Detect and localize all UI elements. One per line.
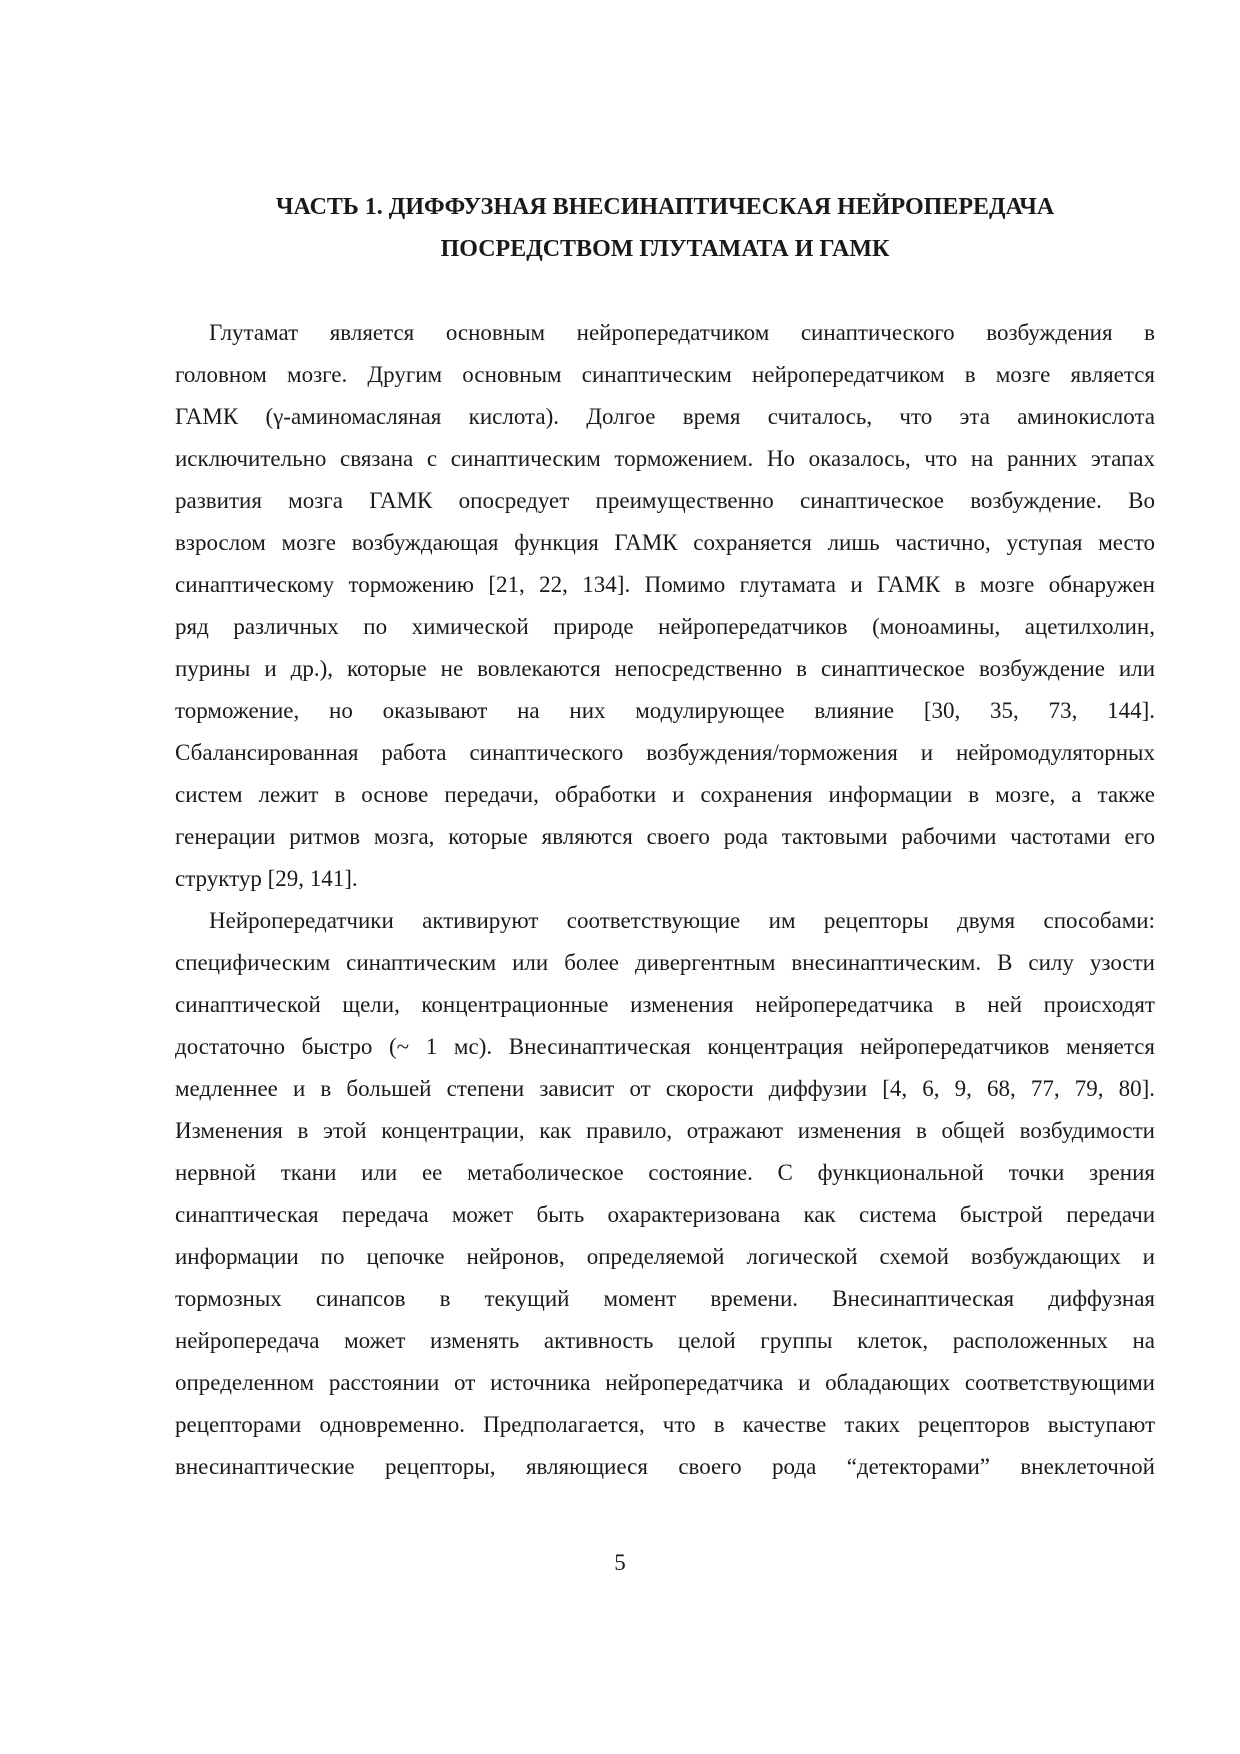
text-line: ГАМК (γ-аминомасляная кислота). Долгое время считалось, что эта аминокислота	[175, 404, 1155, 429]
text-line: достаточно быстро (~ 1 мс). Внесинаптическая концентрация нейропередатчиков меняется	[175, 1034, 1155, 1059]
body-text	[175, 312, 1155, 1488]
text-line: Сбалансированная работа синаптического возбуждения/торможения и нейромодуляторных	[175, 740, 1155, 765]
text-line: торможение, но оказывают на них модулирующее влияние [30, 35, 73, 144].	[175, 698, 1155, 723]
text-line: ряд различных по химической природе нейропередатчиков (моноамины, ацетилхолин,	[175, 614, 1155, 639]
text-line: информации по цепочке нейронов, определяемой логической схемой возбуждающих и	[175, 1244, 1155, 1269]
text-line: структур [29, 141].	[175, 866, 358, 891]
text-line: Глутамат является основным нейропередатчиком синаптического возбуждения в	[209, 320, 1155, 345]
paragraph-1	[175, 312, 1155, 900]
text-line: определенном расстоянии от источника нейропередатчика и обладающих соответствующими	[175, 1370, 1155, 1395]
text-line: синаптическому торможению [21, 22, 134]. Помимо глутамата и ГАМК в мозге обнаружен	[175, 572, 1155, 597]
text-line: синаптической щели, концентрационные изменения нейропередатчика в ней происходят	[175, 992, 1155, 1017]
text-line: специфическим синаптическим или более дивергентным внесинаптическим. В силу узости	[175, 950, 1155, 975]
text-line: головном мозге. Другим основным синаптическим нейропередатчиком в мозге является	[175, 362, 1155, 387]
paragraph-2	[175, 900, 1155, 1488]
text-line: синаптическая передача может быть охарактеризована как система быстрой передачи	[175, 1202, 1155, 1227]
text-line: внесинаптические рецепторы, являющиеся своего рода “детекторами” внеклеточной	[175, 1454, 1155, 1479]
text-line: взрослом мозге возбуждающая функция ГАМК сохраняется лишь частично, уступая место	[175, 530, 1155, 555]
text-line: тормозных синапсов в текущий момент времени. Внесинаптическая диффузная	[175, 1286, 1155, 1311]
text-line: нервной ткани или ее метаболическое состояние. С функциональной точки зрения	[175, 1160, 1155, 1185]
text-line: генерации ритмов мозга, которые являются своего рода тактовыми рабочими частотами его	[175, 824, 1155, 849]
page-number: 5	[614, 1550, 626, 1575]
text-line: нейропередача может изменять активность целой группы клеток, расположенных на	[175, 1328, 1155, 1353]
text-line: Нейропередатчики активируют соответствующие им рецепторы двумя способами:	[209, 908, 1155, 933]
chapter-title	[175, 186, 1155, 270]
chapter-title-line: ЧАСТЬ 1. ДИФФУЗНАЯ ВНЕСИНАПТИЧЕСКАЯ НЕЙРОПЕРЕДАЧА	[275, 194, 1055, 220]
text-line: систем лежит в основе передачи, обработки и сохранения информации в мозге, а также	[175, 782, 1155, 807]
text-line: исключительно связана с синаптическим торможением. Но оказалось, что на ранних этапах	[175, 446, 1155, 471]
chapter-title-line: ПОСРЕДСТВОМ ГЛУТАМАТА И ГАМК	[440, 236, 890, 262]
text-line: Изменения в этой концентрации, как правило, отражают изменения в общей возбудимости	[175, 1118, 1155, 1143]
text-line: рецепторами одновременно. Предполагается, что в качестве таких рецепторов выступают	[175, 1412, 1155, 1437]
text-line: медленнее и в большей степени зависит от скорости диффузии [4, 6, 9, 68, 77, 79, 80].	[175, 1076, 1155, 1101]
text-line: пурины и др.), которые не вовлекаются непосредственно в синаптическое возбуждение или	[175, 656, 1155, 681]
text-line: развития мозга ГАМК опосредует преимущественно синаптическое возбуждение. Во	[175, 488, 1155, 513]
